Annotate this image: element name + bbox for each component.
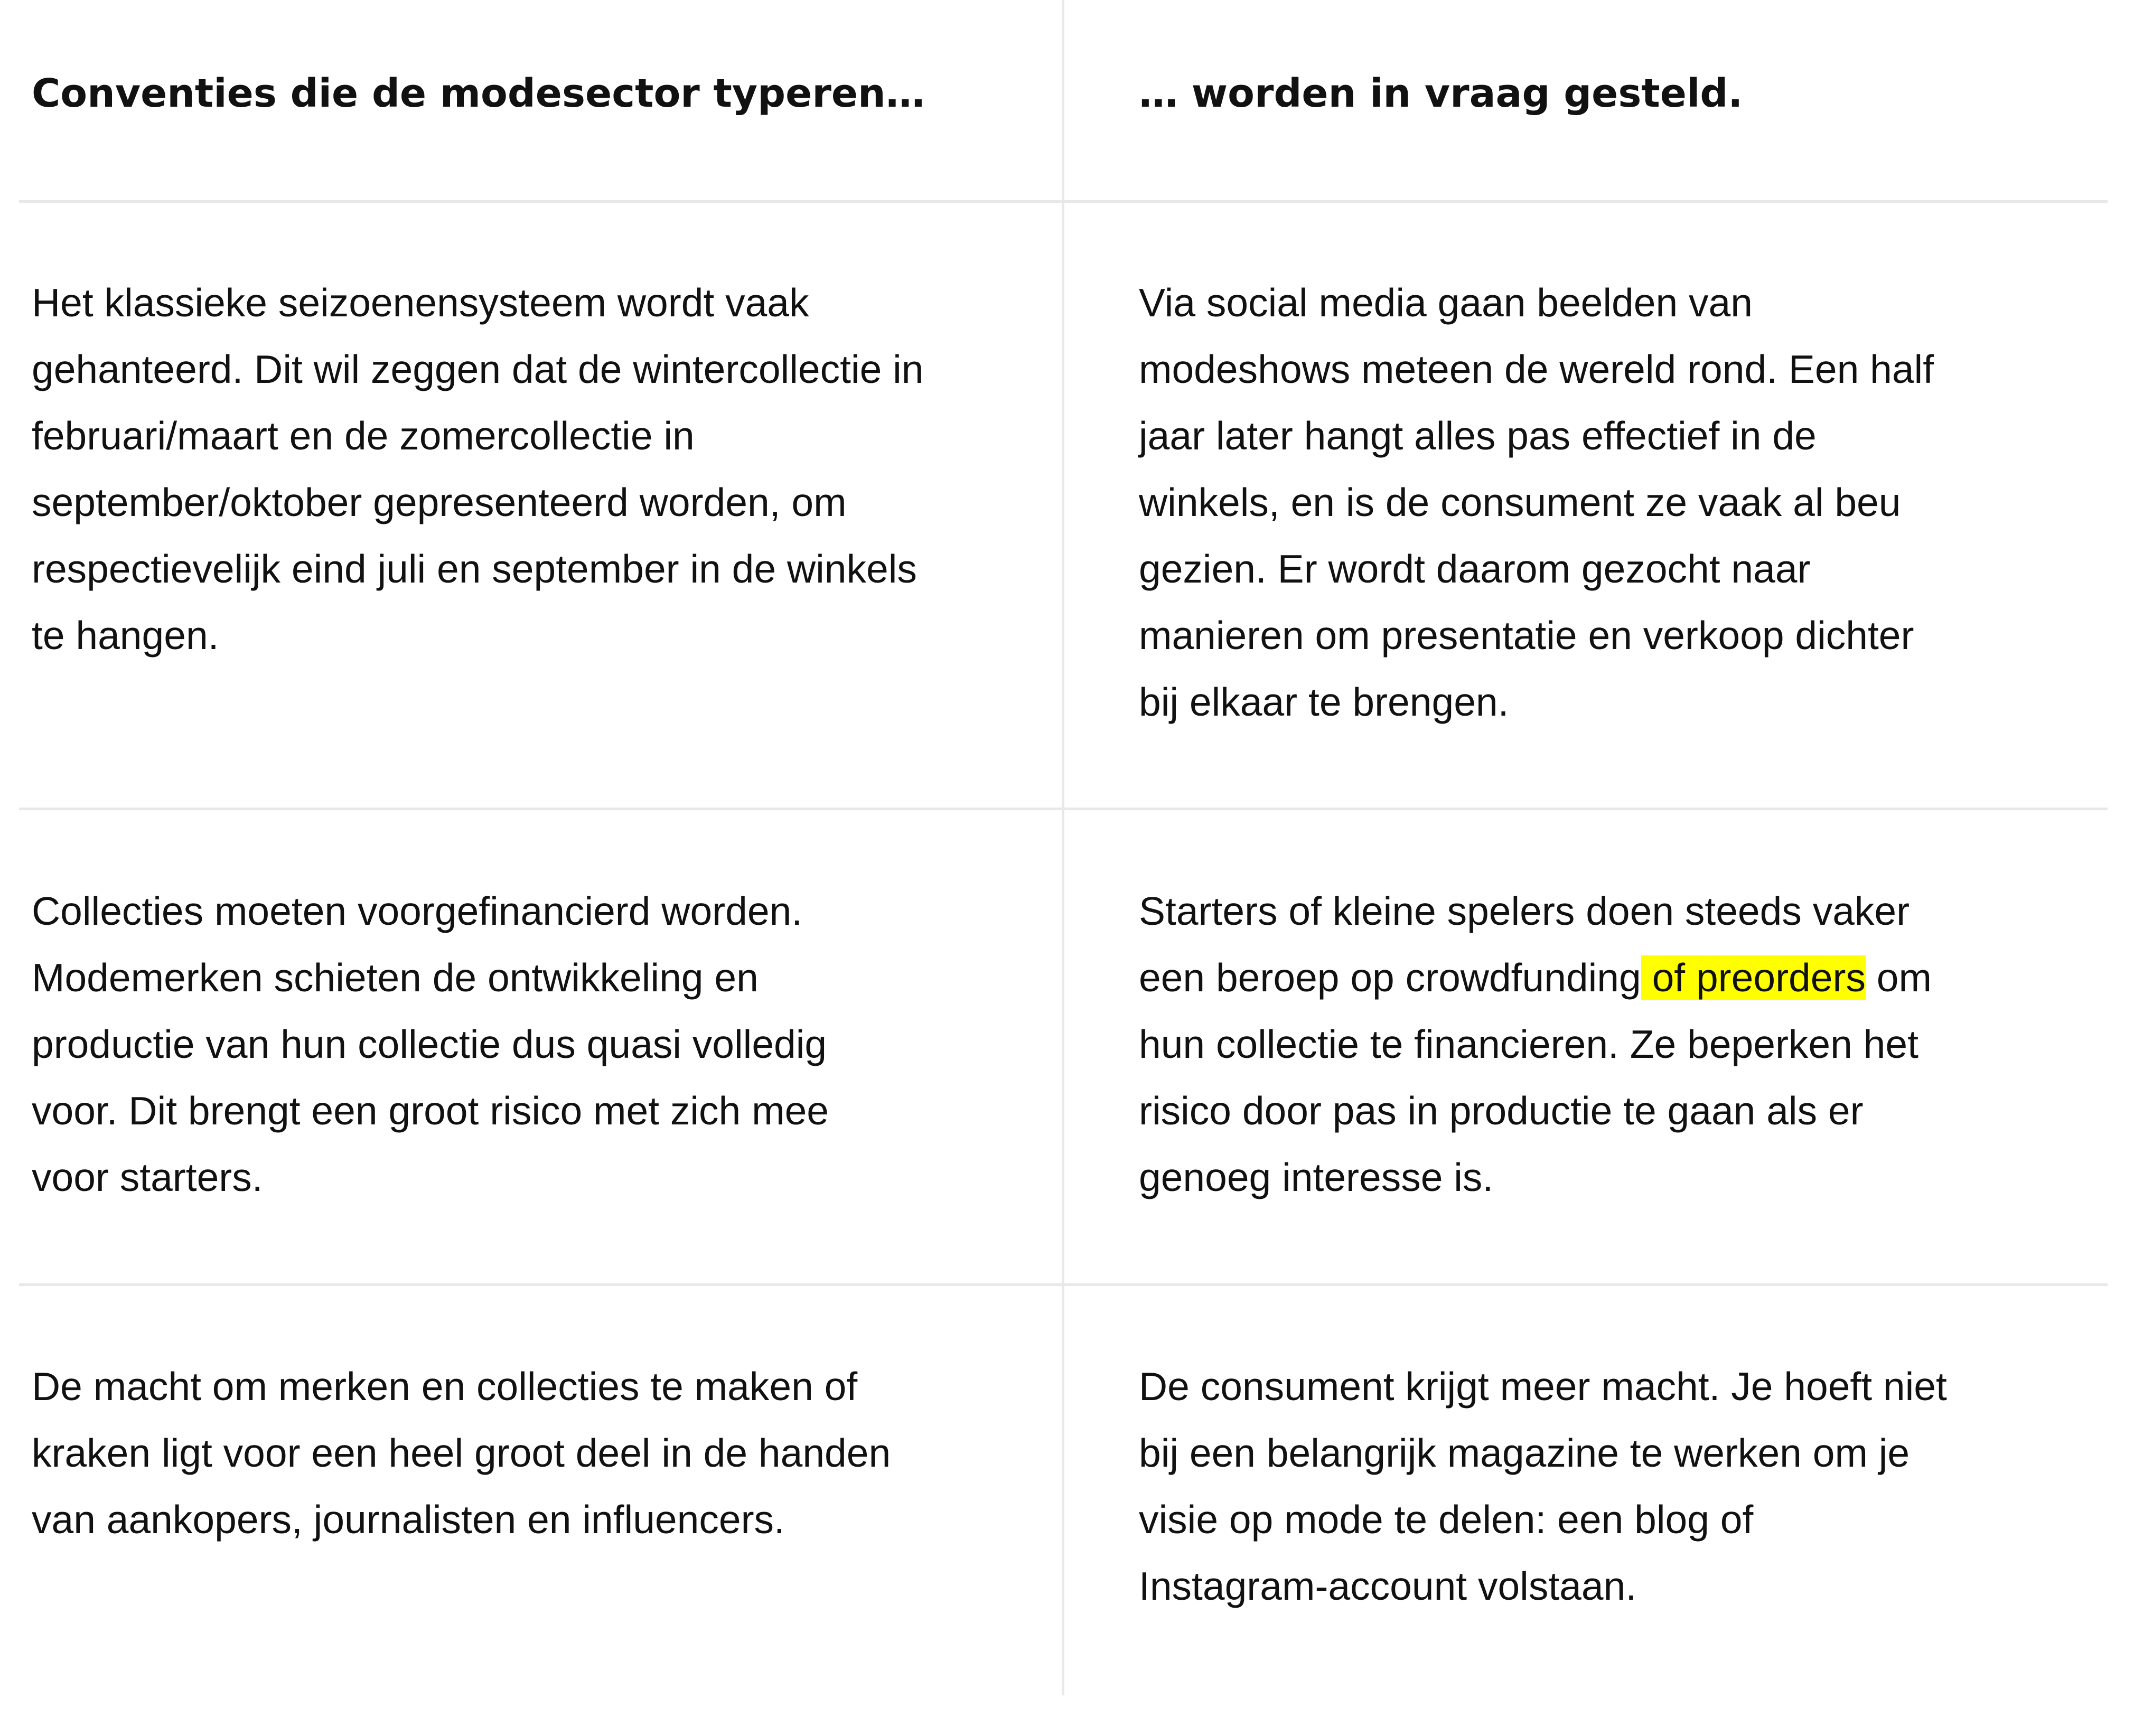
text-line: De consument krijgt meer macht. Je hoeft niet xyxy=(1139,1364,1947,1409)
text-line: visie op mode te delen: een blog of xyxy=(1139,1497,1754,1542)
text-line: gehanteerd. Dit wil zeggen dat de wintercollectie in xyxy=(32,347,924,391)
text-line: Via social media gaan beelden van xyxy=(1139,280,1753,325)
text-line: voor. Dit brengt een groot risico met zich mee xyxy=(32,1088,829,1133)
text-line: Modemerken schieten de ontwikkeling en xyxy=(32,955,759,1000)
table-cell-challenge-crowdfunding xyxy=(1139,878,2090,1210)
text-line xyxy=(1139,944,2090,1011)
header-questioned: … worden in vraag gesteld. xyxy=(1139,71,1743,116)
text-line: jaar later hangt alles pas effectief in de xyxy=(1139,414,1817,458)
header-conventions: Conventies die de modesector typeren… xyxy=(32,71,925,116)
table-cell-convention-power xyxy=(32,1353,1014,1553)
table-cell-convention-prefinancing xyxy=(32,878,1014,1210)
row-divider xyxy=(19,200,2108,203)
text-line: voor starters. xyxy=(32,1155,263,1199)
text-line: kraken ligt voor een heel groot deel in de handen xyxy=(32,1431,891,1475)
text-segment: een beroep op crowdfunding xyxy=(1139,955,1641,1000)
row-divider xyxy=(19,1283,2108,1286)
table-cell-convention-seasons xyxy=(32,269,1014,669)
text-line: te hangen. xyxy=(32,613,219,658)
text-segment: om xyxy=(1865,955,1932,1000)
text-line: Starters of kleine spelers doen steeds vaker xyxy=(1139,889,1910,933)
row-divider xyxy=(19,808,2108,810)
text-line: genoeg interesse is. xyxy=(1139,1155,1494,1199)
table-cell-challenge-consumer-power xyxy=(1139,1353,2090,1619)
text-line: Instagram-account volstaan. xyxy=(1139,1564,1637,1608)
text-line: februari/maart en de zomercollectie in xyxy=(32,414,695,458)
text-line: van aankopers, journalisten en influencers. xyxy=(32,1497,785,1542)
text-line: respectievelijk eind juli en september in de winkels xyxy=(32,547,917,591)
text-line: Het klassieke seizoenensysteem wordt vaak xyxy=(32,280,809,325)
text-line: modeshows meteen de wereld rond. Een half xyxy=(1139,347,1934,391)
text-line: hun collectie te financieren. Ze beperken het xyxy=(1139,1022,1918,1066)
text-line: De macht om merken en collecties te maken of xyxy=(32,1364,858,1409)
text-line: risico door pas in productie te gaan als er xyxy=(1139,1088,1864,1133)
column-divider xyxy=(1062,0,1064,1695)
text-line: bij een belangrijk magazine te werken om je xyxy=(1139,1431,1910,1475)
text-line: gezien. Er wordt daarom gezocht naar xyxy=(1139,547,1811,591)
table-cell-challenge-social-media xyxy=(1139,269,2090,735)
text-line: productie van hun collectie dus quasi volledig xyxy=(32,1022,827,1066)
text-line: manieren om presentatie en verkoop dichter xyxy=(1139,613,1914,658)
text-line: winkels, en is de consument ze vaak al beu xyxy=(1139,480,1901,524)
text-line: bij elkaar te brengen. xyxy=(1139,680,1509,724)
highlighted-text: of preorders xyxy=(1641,955,1866,1000)
text-line: september/oktober gepresenteerd worden, om xyxy=(32,480,847,524)
text-line: Collecties moeten voorgefinancierd worden. xyxy=(32,889,803,933)
